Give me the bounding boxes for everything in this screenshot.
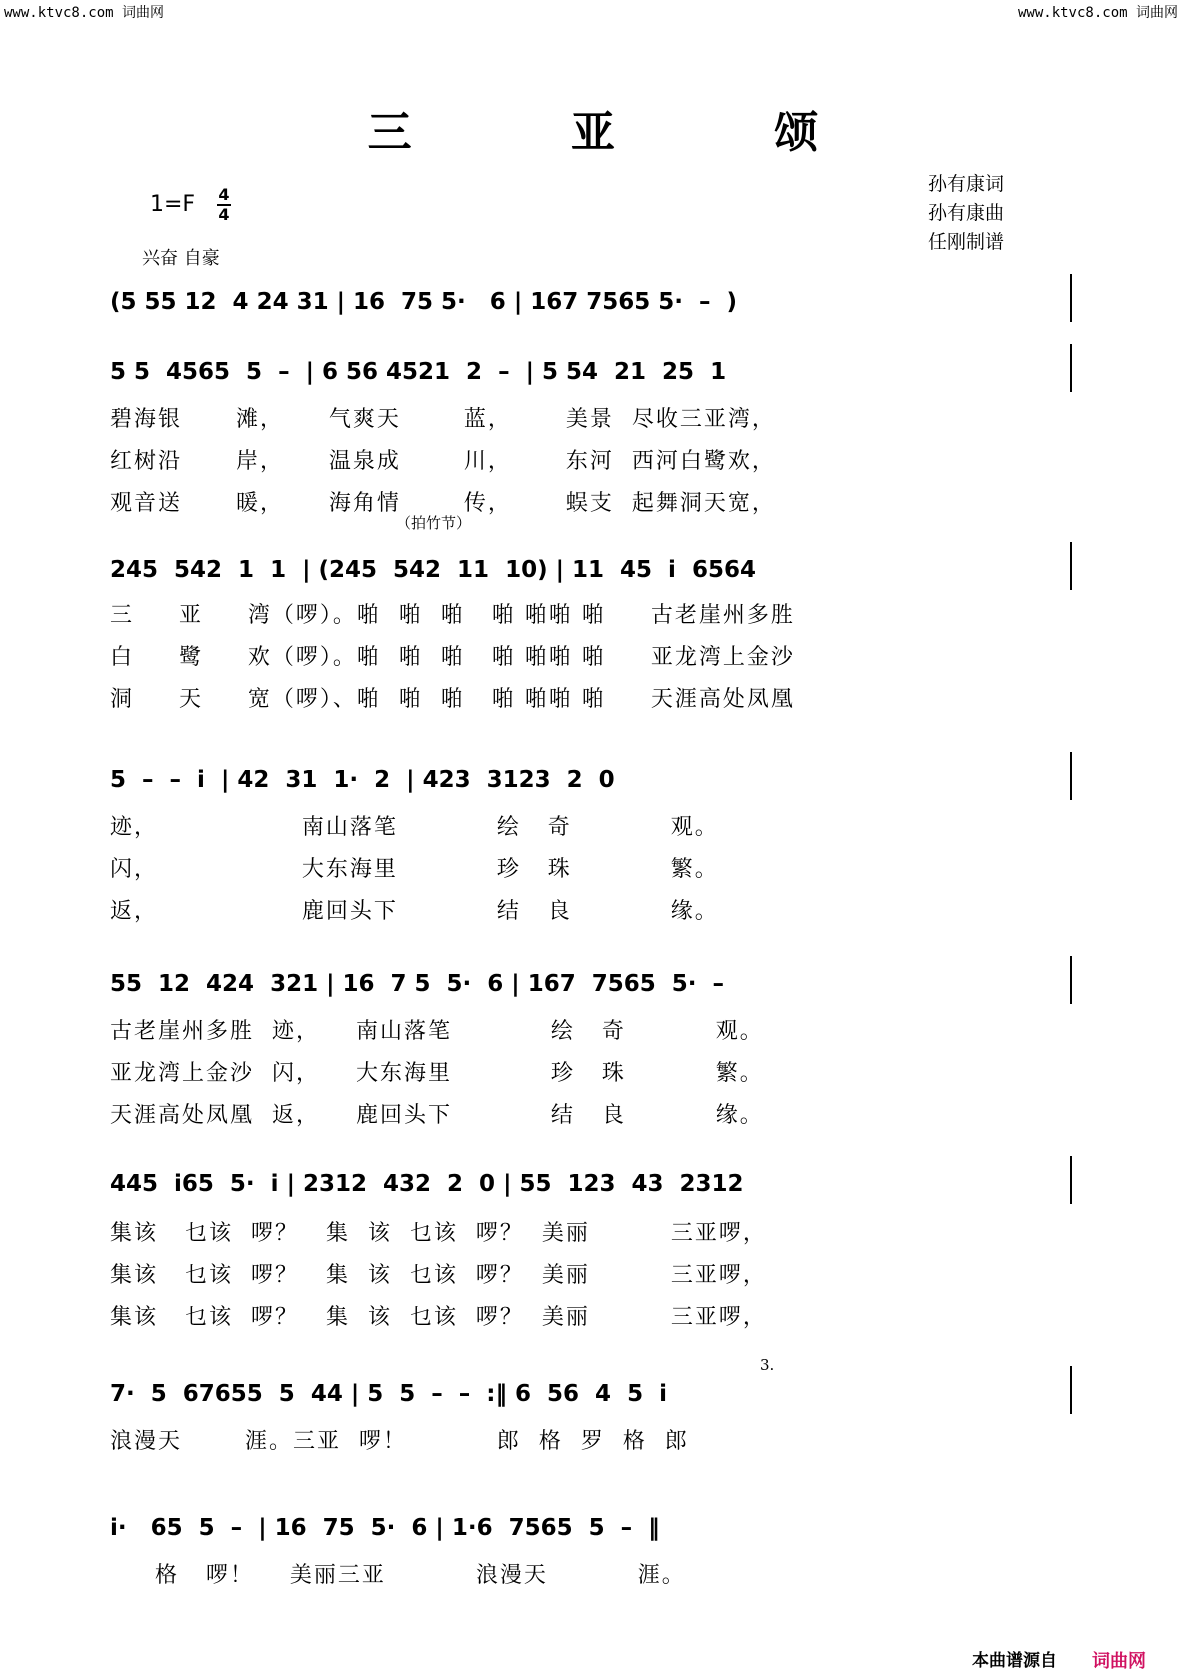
time-signature <box>217 186 231 224</box>
notation-line: 5 5 4565 5 – | 6 56 4521 2 – | 5 54 21 25 1 <box>110 359 735 385</box>
volta-ending: 3. <box>760 1356 775 1374</box>
lyric-verse-1: 古老崖州多胜 迹， 南山落笔 绘 奇 观。 <box>110 1019 764 1044</box>
lyricist-credit: 孙有康词 <box>928 173 1005 195</box>
lyric-verse-1: 格 啰！ 美丽三亚 浪漫天 涯。 <box>110 1563 686 1588</box>
lyric-verse-2: 红树沿 岸， 温泉成 川， 东河 西河白鹭欢， <box>110 449 776 474</box>
notation-line: 445 i65 5· i | 2312 432 2 0 | 55 123 43 2312 <box>110 1171 744 1197</box>
lyric-verse-3: 洞 天 宽（啰）、啪 啪 啪 啪 啪啪 啪 天涯高处凤凰 <box>110 687 795 712</box>
lyric-verse-2: 亚龙湾上金沙 闪， 大东海里 珍 珠 繁。 <box>110 1061 764 1086</box>
notation-line: (5 55 12 4 24 31 | 16 75 5· 6 | 167 7565 5· – ) <box>110 289 738 315</box>
lyric-verse-1: 浪漫天 涯。三亚 啰！ 郎 格 罗 格 郎 <box>110 1429 689 1454</box>
notation-line: 5 – – i | 42 31 1· 2 | 423 3123 2 0 <box>110 767 623 793</box>
composer-credit: 孙有康曲 <box>928 202 1005 224</box>
notation-line: 7· 5 67655 5 44 | 5 5 – – :‖ 6 56 4 5 i <box>110 1381 667 1407</box>
credits <box>928 170 1004 257</box>
header-site-left: www.ktvc8.com 词曲网 <box>4 5 165 21</box>
transcriber-credit: 任刚制谱 <box>928 231 1005 253</box>
notation-line: 245 542 1 1 | (245 542 11 10) | 11 45 i 6564 <box>110 557 756 583</box>
lyric-verse-2: 集该 乜该 啰？ 集 该 乜该 啰？ 美丽 三亚啰， <box>110 1263 767 1288</box>
lyric-verse-2: 闪， 大东海里 珍 珠 繁。 <box>110 857 719 882</box>
lyric-verse-2: 白 鹭 欢（啰）。啪 啪 啪 啪 啪啪 啪 亚龙湾上金沙 <box>110 645 795 670</box>
lyric-verse-1: 集该 乜该 啰？ 集 该 乜该 啰？ 美丽 三亚啰， <box>110 1221 767 1246</box>
tempo-marking: 兴奋 自豪 <box>142 248 220 269</box>
percussion-note: （拍竹节） <box>396 514 472 532</box>
lyric-verse-1: 碧海银 滩， 气爽天 蓝， 美景 尽收三亚湾， <box>110 407 776 432</box>
lyric-verse-1: 迹， 南山落笔 绘 奇 观。 <box>110 815 719 840</box>
footer-site-logo: 词曲网 <box>1092 1651 1146 1672</box>
time-sig-top: 4 <box>218 185 230 204</box>
lyric-verse-3: 天涯高处凤凰 返， 鹿回头下 结 良 缘。 <box>110 1103 764 1128</box>
notation-line: i· 65 5 – | 16 75 5· 6 | 1·6 7565 5 – ‖ <box>110 1515 660 1541</box>
time-sig-bottom: 4 <box>218 205 230 224</box>
song-title: 三 亚 颂 <box>367 107 891 158</box>
lyric-verse-3: 观音送 暖， 海角情 传， 蜈支 起舞洞天宽， <box>110 491 776 516</box>
lyric-verse-3: 返， 鹿回头下 结 良 缘。 <box>110 899 719 924</box>
key-signature: 1=F <box>150 192 196 217</box>
header-site-right: www.ktvc8.com 词曲网 <box>1017 5 1178 21</box>
footer-source-text: 本曲谱源自 <box>972 1651 1057 1671</box>
lyric-verse-1: 三 亚 湾（啰）。啪 啪 啪 啪 啪啪 啪 古老崖州多胜 <box>110 603 795 628</box>
notation-line: 55 12 424 321 | 16 7 5 5· 6 | 167 7565 5· – <box>110 971 725 997</box>
lyric-verse-3: 集该 乜该 啰？ 集 该 乜该 啰？ 美丽 三亚啰， <box>110 1305 767 1330</box>
